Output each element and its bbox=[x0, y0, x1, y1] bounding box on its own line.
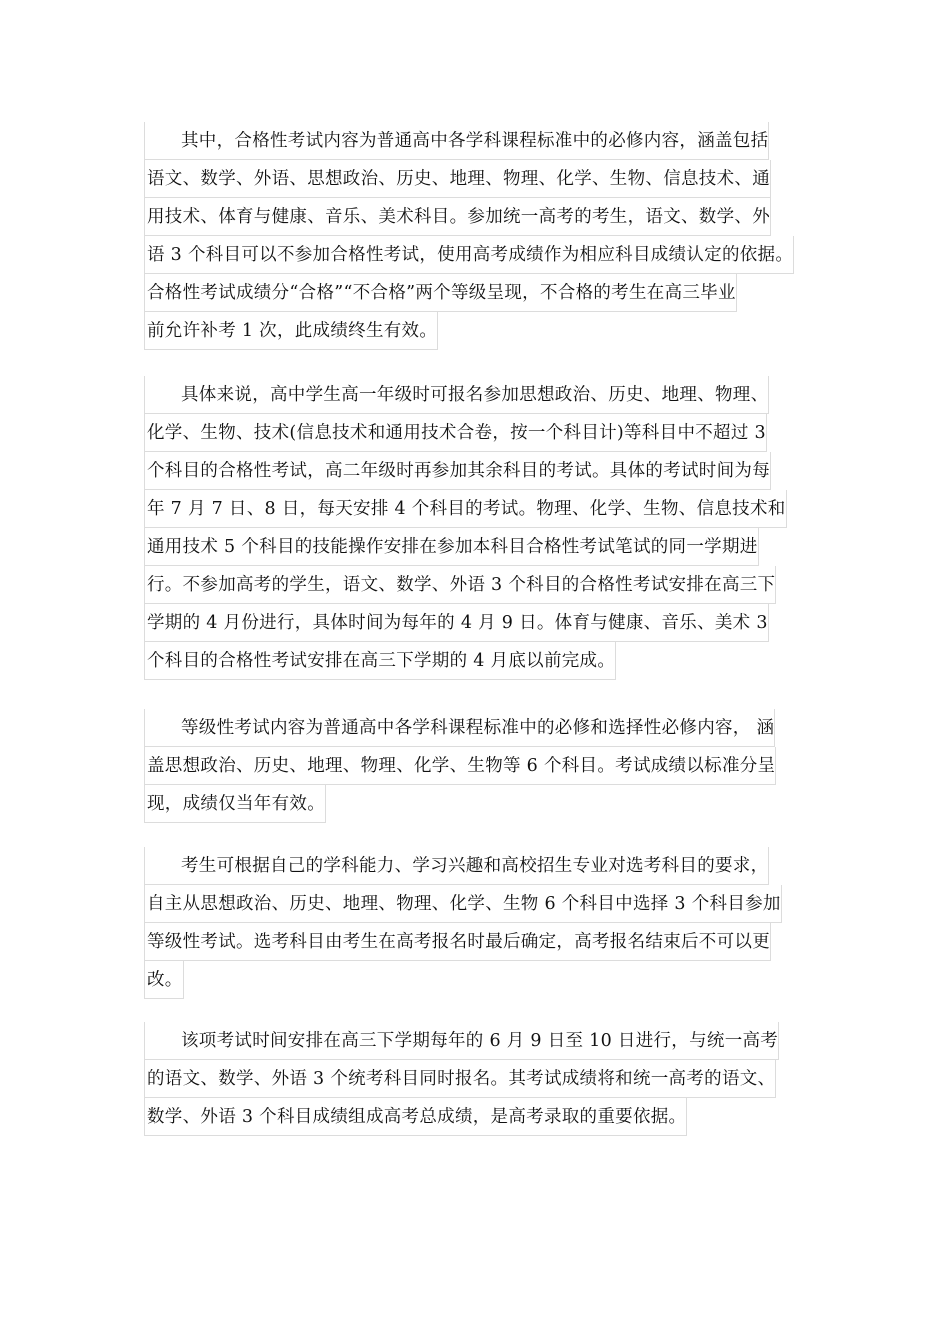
paragraph-2 bbox=[144, 376, 824, 680]
text-line: 等级性考试。选考科目由考生在高考报名时最后确定，高考报名结束后不可以更 bbox=[144, 923, 771, 961]
paragraph-1 bbox=[144, 122, 824, 350]
text-line: 其中，合格性考试内容为普通高中各学科课程标准中的必修内容，涵盖包括 bbox=[144, 122, 769, 160]
text-line: 年 7 月 7 日、8 日，每天安排 4 个科目的考试。物理、化学、生物、信息技术和 bbox=[144, 490, 787, 528]
text-line: 语文、数学、外语、思想政治、历史、地理、物理、化学、生物、信息技术、通 bbox=[144, 160, 771, 198]
text-line: 合格性考试成绩分“合格”“不合格”两个等级呈现，不合格的考生在高三毕业 bbox=[144, 274, 737, 312]
text-line: 考生可根据自己的学科能力、学习兴趣和高校招生专业对选考科目的要求， bbox=[144, 847, 769, 885]
text-line: 自主从思想政治、历史、地理、物理、化学、生物 6 个科目中选择 3 个科目参加 bbox=[144, 885, 782, 923]
text-line: 化学、生物、技术(信息技术和通用技术合卷，按一个科目计)等科目中不超过 3 bbox=[144, 414, 767, 452]
text-line: 行。不参加高考的学生，语文、数学、外语 3 个科目的合格性考试安排在高三下 bbox=[144, 566, 776, 604]
text-line: 用技术、体育与健康、音乐、美术科目。参加统一高考的考生，语文、数学、外 bbox=[144, 198, 771, 236]
text-line: 现，成绩仅当年有效。 bbox=[144, 785, 326, 823]
text-line: 该项考试时间安排在高三下学期每年的 6 月 9 日至 10 日进行，与统一高考 bbox=[144, 1022, 779, 1060]
text-line: 改。 bbox=[144, 961, 184, 999]
text-line: 具体来说，高中学生高一年级时可报名参加思想政治、历史、地理、物理、 bbox=[144, 376, 769, 414]
text-line: 个科目的合格性考试安排在高三下学期的 4 月底以前完成。 bbox=[144, 642, 616, 680]
paragraph-3 bbox=[144, 709, 824, 823]
text-line: 数学、外语 3 个科目成绩组成高考总成绩，是高考录取的重要依据。 bbox=[144, 1098, 687, 1136]
text-line: 个科目的合格性考试，高二年级时再参加其余科目的考试。具体的考试时间为每 bbox=[144, 452, 771, 490]
text-line: 等级性考试内容为普通高中各学科课程标准中的必修和选择性必修内容， 涵 bbox=[144, 709, 775, 747]
text-line: 前允许补考 1 次，此成绩终生有效。 bbox=[144, 312, 438, 350]
text-line: 盖思想政治、历史、地理、物理、化学、生物等 6 个科目。考试成绩以标准分呈 bbox=[144, 747, 776, 785]
text-line: 的语文、数学、外语 3 个统考科目同时报名。其考试成绩将和统一高考的语文、 bbox=[144, 1060, 776, 1098]
text-line: 语 3 个科目可以不参加合格性考试，使用高考成绩作为相应科目成绩认定的依据。 bbox=[144, 236, 794, 274]
text-line: 通用技术 5 个科目的技能操作安排在参加本科目合格性考试笔试的同一学期进 bbox=[144, 528, 759, 566]
text-line: 学期的 4 月份进行，具体时间为每年的 4 月 9 日。体育与健康、音乐、美术 3 bbox=[144, 604, 769, 642]
paragraph-4 bbox=[144, 847, 824, 999]
paragraph-5 bbox=[144, 1022, 824, 1136]
